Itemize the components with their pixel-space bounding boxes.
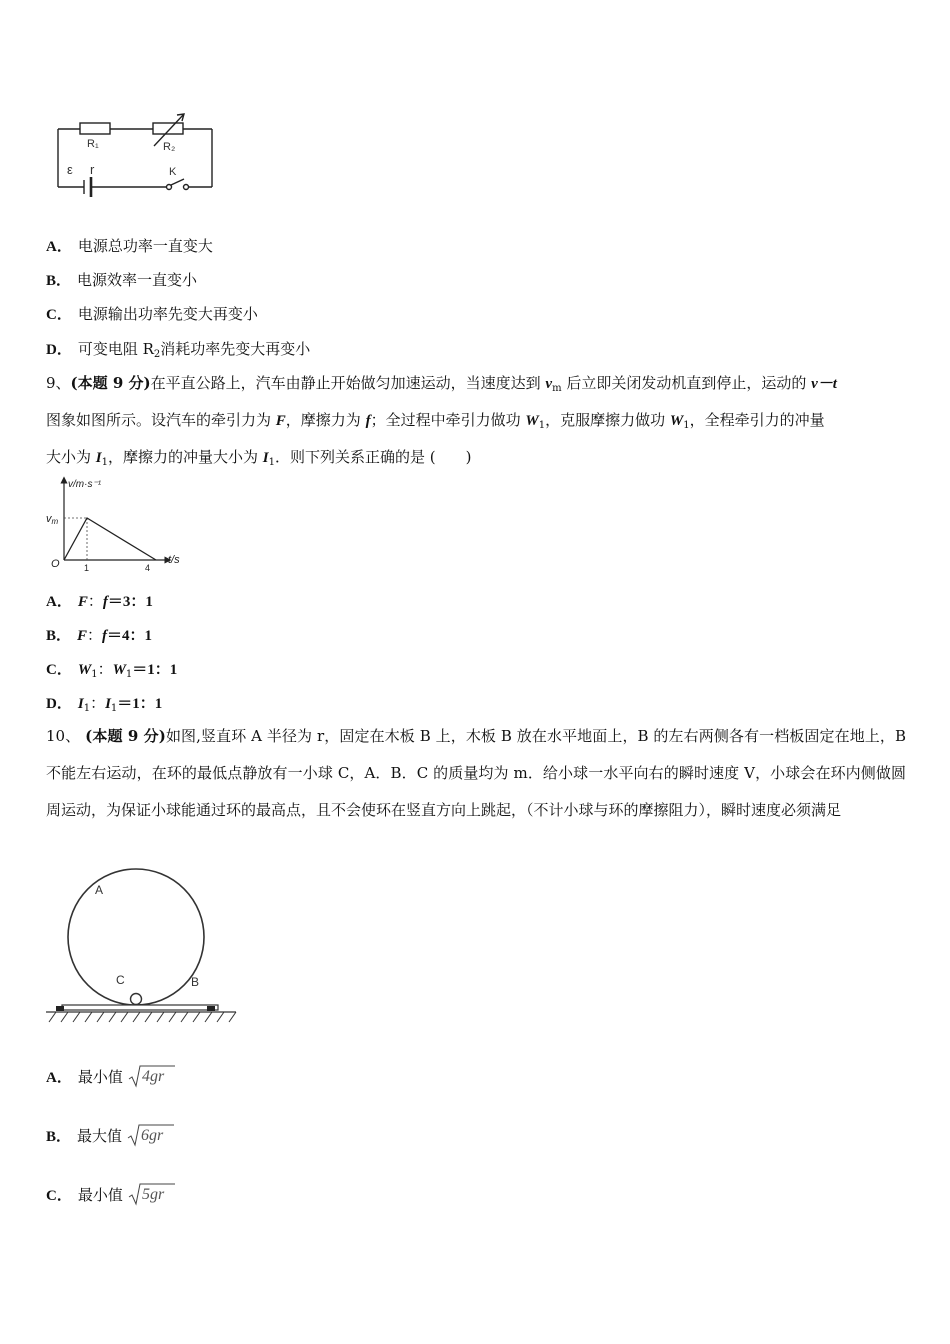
q9-vt-graph bbox=[40, 474, 190, 574]
q8-option-a: A． 电源总功率一直变大 bbox=[46, 237, 213, 255]
svg-text:4gr: 4gr bbox=[141, 1068, 164, 1085]
svg-text:6gr: 6gr bbox=[140, 1127, 164, 1144]
internal-r-label: r bbox=[90, 162, 95, 177]
x-axis-label: t/s bbox=[168, 554, 180, 566]
q10-option-a: A． 最小值 4gr bbox=[46, 1064, 176, 1091]
q10-option-c: C． 最小值 5gr bbox=[46, 1182, 176, 1209]
r2-label: R₂ bbox=[163, 141, 176, 153]
stop-left bbox=[56, 1006, 64, 1011]
label-b: B bbox=[191, 975, 200, 989]
ring-a bbox=[68, 869, 204, 1005]
y-tick-vm: vm bbox=[46, 513, 59, 526]
sqrt-5gr bbox=[128, 1182, 176, 1206]
q10-score: (本题 9 分) bbox=[85, 727, 166, 745]
sqrt-4gr bbox=[128, 1064, 176, 1088]
ball-c bbox=[131, 994, 142, 1005]
label-a: A bbox=[95, 883, 104, 897]
q10-stem: 10、 (本题 9 分)如图,竖直环 A 半径为 r，固定在木板 B 上，木板 B 放在水平地面上，B 的左右两侧各有一档板固定在地上，B 不能左右运动，在环的最低点静放有一小球 C，A．B．C 的质量均为 m．给小球一水平向右的瞬时速度 V，小球会在环内侧做圆周运动，为保证小球能通过环的最高点，且不会使环在竖直方向上跳起，（不计小球与环的摩擦阻力），瞬时速度必须满足 bbox=[46, 727, 907, 819]
vt-curve bbox=[64, 518, 156, 560]
board-b bbox=[62, 1005, 218, 1010]
q8-option-b: B． 电源效率一直变小 bbox=[46, 271, 198, 289]
q9-line-3: 大小为 $I_1$，摩擦力的冲量大小为 $I_1$．则下列关系正确的是 ( ) bbox=[46, 448, 472, 468]
emf-label: ε bbox=[67, 162, 73, 177]
stop-right bbox=[207, 1006, 215, 1011]
q9-line-2: 图象如图所示。设汽车的牵引力为 F，摩擦力为 f；全过程中牵引力做功 $W_1$，克服摩擦力做功 $W_1$，全程牵引力的冲量 bbox=[46, 411, 825, 431]
q9-line-1: 9、(本题 9 分)在平直公路上，汽车由静止开始做匀加速运动，当速度达到 $v_m$ 后立即关闭发动机直到停止，运动的 v－t bbox=[46, 374, 837, 394]
q9-number: 9、 bbox=[46, 374, 71, 392]
switch-label: K bbox=[169, 166, 177, 178]
q9-option-b: B． F：f＝4：1 bbox=[46, 626, 153, 644]
x-tick-1: 1 bbox=[84, 563, 90, 573]
svg-text:5gr: 5gr bbox=[141, 1186, 164, 1203]
circuit-diagram bbox=[50, 110, 225, 200]
q10-option-b: B． 最大值 6gr bbox=[46, 1123, 175, 1150]
q9-option-c: C． $W_1$：$W_1=1$：1 bbox=[46, 660, 178, 680]
sqrt-6gr bbox=[127, 1123, 175, 1147]
q9-option-a: A． F：f＝3：1 bbox=[46, 592, 153, 610]
q10-ring-figure bbox=[44, 868, 240, 1026]
q9-score: (本题 9 分) bbox=[70, 374, 151, 392]
q10-number: 10、 bbox=[46, 727, 81, 745]
q8-option-d: D． 可变电阻 $R_2$消耗功率先变大再变小 bbox=[46, 340, 311, 360]
r1-label: R₁ bbox=[87, 138, 99, 150]
y-axis-label: v/m·s⁻¹ bbox=[68, 479, 102, 490]
label-c: C bbox=[116, 973, 125, 987]
x-tick-4: 4 bbox=[145, 563, 151, 573]
q8-option-c: C． 电源输出功率先变大再变小 bbox=[46, 305, 258, 323]
q9-option-d: D． $I_1$：$I_1=1$：1 bbox=[46, 694, 163, 714]
origin-label: O bbox=[51, 558, 60, 570]
ground-hatch bbox=[49, 1012, 236, 1022]
